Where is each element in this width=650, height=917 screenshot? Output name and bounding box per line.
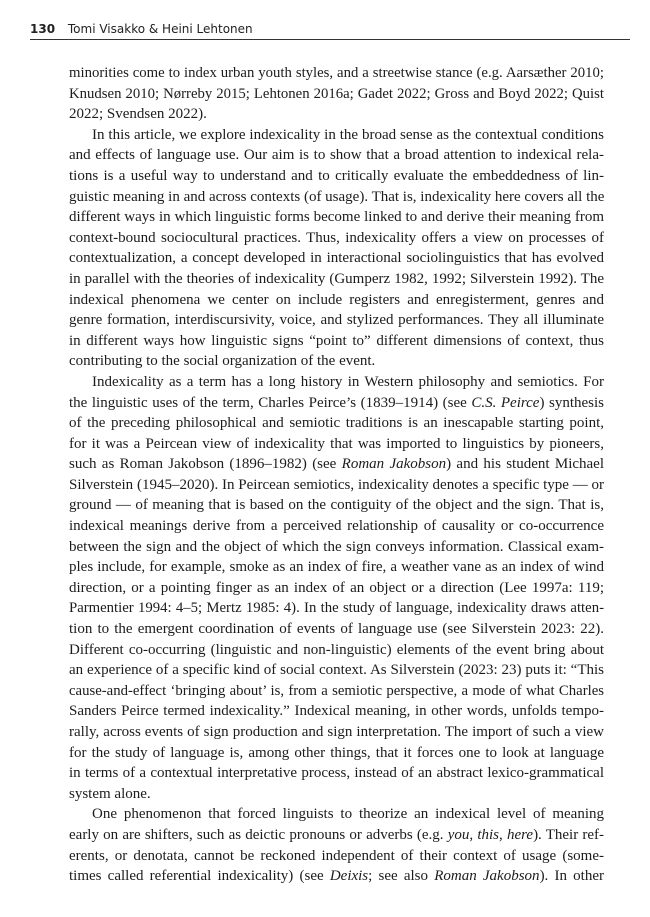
paragraph <box>69 125 604 372</box>
running-head <box>30 20 630 40</box>
text-line: tion to the emergent coordination of events of language use (see Silverstein 2023: 22). <box>69 621 604 638</box>
text-line: between the sign and the object of which the sign conveys information. Classical exam- <box>69 538 604 555</box>
text-line: of the preceding philosophical and semiotic traditions is an inescapable starting point, <box>69 415 604 432</box>
text-line: cause-and-effect ‘bringing about’ is, from a semiotic perspective, a mode of what Charles <box>69 682 604 699</box>
text-line: indexical phenomena we center on include registers and enregisterment, genres and <box>69 291 604 308</box>
text-line: times called referential indexicality) (see Deixis; see also Roman Jakobson). In other <box>69 868 605 885</box>
text-line: Parmentier 1994: 4–5; Mertz 1985: 4). In the study of language, indexicality draws atten- <box>69 600 604 617</box>
body-text <box>69 63 604 887</box>
paragraph <box>69 372 604 804</box>
text-line: context-bound sociocultural practices. Thus, indexicality offers a view on processes of <box>69 229 604 246</box>
text-line: ples include, for example, smoke as an index of fire, a weather vane as an index of wind <box>69 559 604 576</box>
text-line: One phenomenon that forced linguists to theorize an indexical level of meaning <box>92 806 604 823</box>
text-line: Sanders Peirce termed indexicality.” Indexical meaning, in other words, unfolds tempo- <box>69 703 604 720</box>
text-line: system alone. <box>69 785 151 802</box>
text-line: contributing to the social organization of the event. <box>69 353 376 370</box>
text-line: for the study of language is, among other things, that it forces one to look at language <box>69 744 604 761</box>
text-line: in terms of a contextual interpretative process, instead of an abstract lexico-grammatical <box>69 765 604 782</box>
text-line: for it was a Peircean view of indexicality that was imported to linguistics by pioneers, <box>69 435 604 452</box>
text-line: In this article, we explore indexicality in the broad sense as the contextual conditions <box>92 126 604 143</box>
text-line: tions is a useful way to understand and to critically evaluate the embeddedness of lin- <box>69 167 604 184</box>
page-number: 130 <box>30 22 56 36</box>
text-line: and effects of language use. Our aim is to show that a broad attention to indexical rela- <box>69 147 604 164</box>
text-line: 2022; Svendsen 2022). <box>69 106 207 123</box>
paragraph <box>69 804 604 886</box>
text-line: an experience of a specific kind of social context. As Silverstein (2023: 23) puts it: “This <box>69 662 604 679</box>
text-line: in different ways how linguistic signs “point to” different dimensions of context, thus <box>69 332 604 349</box>
text-line: early on are shifters, such as deictic pronouns or adverbs (e.g. you, this, here). Their ref- <box>69 826 605 843</box>
text-line: Knudsen 2010; Nørreby 2015; Lehtonen 2016a; Gadet 2022; Gross and Boyd 2022; Quist <box>69 85 604 102</box>
text-line: in parallel with the theories of indexicality (Gumperz 1982, 1992; Silverstein 1992). The <box>69 270 604 287</box>
text-line: such as Roman Jakobson (1896–1982) (see Roman Jakobson) and his student Michael <box>69 456 604 473</box>
text-line: rally, across events of sign production and sign interpretation. The import of such a view <box>69 724 604 740</box>
paragraph <box>69 63 604 125</box>
text-line: genre formation, interdiscursivity, voice, and stylized performances. They all illuminate <box>69 312 604 329</box>
running-head-authors: Tomi Visakko & Heini Lehtonen <box>67 22 253 36</box>
text-line: Indexicality as a term has a long history in Western philosophy and semiotics. For <box>92 373 604 390</box>
text-line: guistic meaning in and across contexts (of usage). That is, indexicality here covers all the <box>69 188 605 205</box>
text-line: indexical meanings derive from a perceived relationship of causality or co-occurrence <box>69 518 604 535</box>
text-line: different ways in which linguistic forms become linked to and derive their meaning from <box>69 209 604 226</box>
text-line: direction, or a pointing finger as an index of an object or a direction (Lee 1997a: 119; <box>69 579 604 596</box>
text-line: Silverstein (1945–2020). In Peircean semiotics, indexicality denotes a specific type — or <box>69 476 604 493</box>
text-line: ground — of meaning that is based on the contiguity of the object and the sign. That is, <box>69 497 604 514</box>
text-line: minorities come to index urban youth styles, and a streetwise stance (e.g. Aarsæther 2010; <box>69 65 604 81</box>
text-line: contextualization, a concept developed in interactional sociolinguistics that has evolved <box>69 250 604 267</box>
text-line: erents, or denotata, cannot be reckoned independent of their context of usage (some- <box>69 847 604 864</box>
text-line: the linguistic uses of the term, Charles Peirce’s (1839–1914) (see C.S. Peirce) synthesis <box>69 394 605 411</box>
text-line: Different co-occurring (linguistic and non-linguistic) elements of the event bring about <box>69 641 604 658</box>
